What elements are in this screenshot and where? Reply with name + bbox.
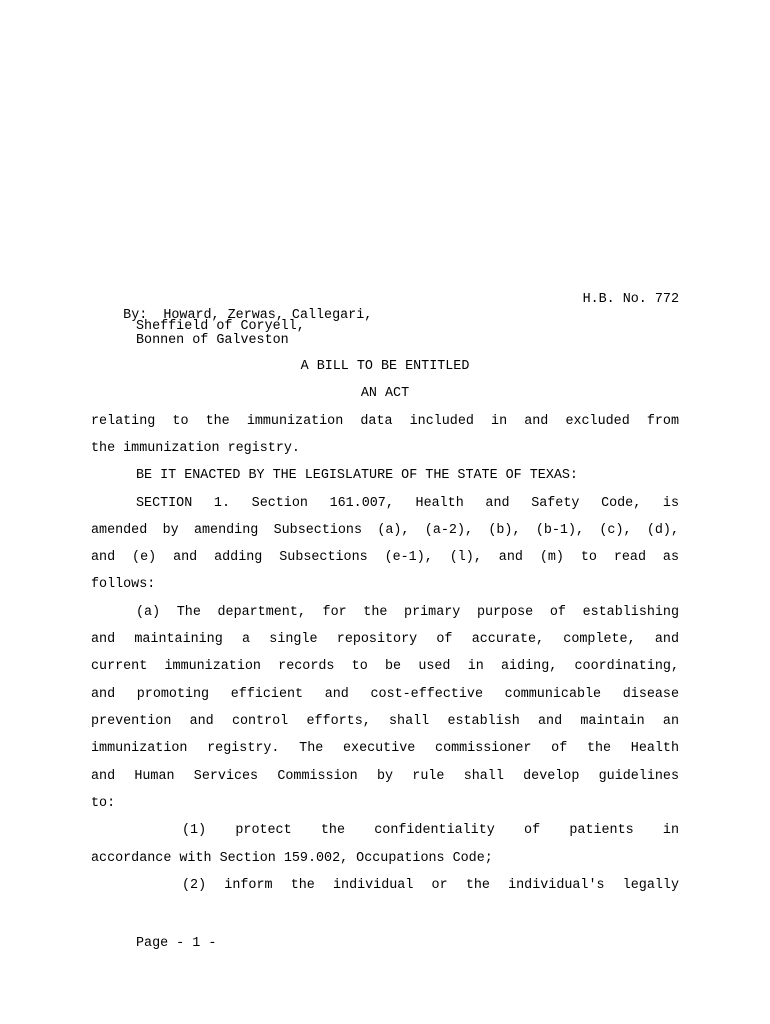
subsection-a-line: prevention and control efforts, shall establish and maintain an xyxy=(91,714,679,729)
bill-title: A BILL TO BE ENTITLED xyxy=(300,359,470,374)
subsection-a-line: immunization registry. The executive commissioner of the Health xyxy=(91,741,679,756)
subsection-a-line: and Human Services Commission by rule shall develop guidelines xyxy=(91,769,679,784)
subsection-a-line: and promoting efficient and cost-effective communicable disease xyxy=(91,687,679,702)
subsection-a-line: to: xyxy=(91,796,116,811)
section-1-line: and (e) and adding Subsections (e-1), (l), and (m) to read as xyxy=(91,550,679,565)
section-1-line: amended by amending Subsections (a), (a-2), (b), (b-1), (c), (d), xyxy=(91,523,679,538)
section-1-line: SECTION 1. Section 161.007, Health and Safety Code, is xyxy=(136,496,679,511)
act-heading: AN ACT xyxy=(360,386,410,401)
caption-line: relating to the immunization data included in and excluded from xyxy=(91,414,679,429)
authors-line-3: Bonnen of Galveston xyxy=(136,333,289,348)
section-1-line: follows: xyxy=(91,577,156,592)
paragraph-1-line: accordance with Section 159.002, Occupations Code; xyxy=(91,851,493,866)
page-number: Page - 1 - xyxy=(136,936,217,951)
subsection-a-line: (a) The department, for the primary purpose of establishing xyxy=(136,605,679,620)
enacting-clause: BE IT ENACTED BY THE LEGISLATURE OF THE STATE OF TEXAS: xyxy=(136,468,578,483)
subsection-a-line: and maintaining a single repository of accurate, complete, and xyxy=(91,632,679,647)
paragraph-2-line: (2) inform the individual or the individual's legally xyxy=(182,878,679,893)
caption-line: the immunization registry. xyxy=(91,441,300,456)
by-label: By: xyxy=(123,308,148,323)
authors-line-2: Sheffield of Coryell, xyxy=(136,319,305,334)
subsection-a-line: current immunization records to be used in aiding, coordinating, xyxy=(91,659,679,674)
authors-line-1: Howard, Zerwas, Callegari, xyxy=(163,308,373,323)
paragraph-1-line: (1) protect the confidentiality of patients in xyxy=(182,823,679,838)
bill-number: H.B. No. 772 xyxy=(582,292,679,307)
